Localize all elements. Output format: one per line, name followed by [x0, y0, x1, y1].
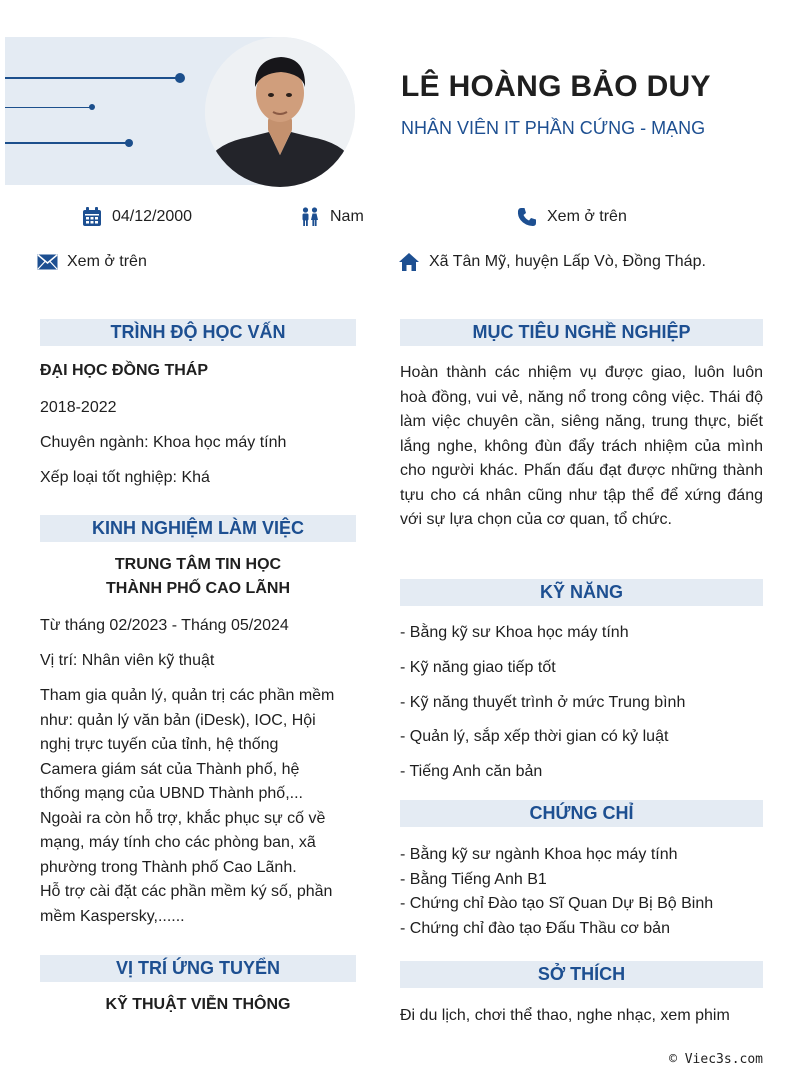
calendar-icon [81, 206, 103, 228]
education-heading: TRÌNH ĐỘ HỌC VẤN [40, 319, 356, 346]
experience-position: Vị trí: Nhân viên kỹ thuật [40, 652, 215, 669]
objective-text: Hoàn thành các nhiệm vụ được giao, luôn luôn hoà đồng, vui vẻ, năng nổ trong công việc. Thái độ làm việc chuyên cần, siêng năng, trung thực, biết lắng nghe, không đùn đẩy trách nhiệm của mình cho người khác. Phấn đấu đạt được những thành tựu cho cá nhân cũng như tập thể để xứng đáng với sự lựa chọn của cơ quan, tổ chức. [400, 364, 763, 528]
position-heading: VỊ TRÍ ỨNG TUYỂN [40, 955, 356, 982]
hobbies-heading: SỞ THÍCH [400, 961, 763, 988]
experience-line: phường trong Thành phố Cao Lãnh. [40, 858, 297, 876]
copyright: © Viec3s.com [669, 1052, 763, 1067]
info-address [398, 251, 706, 273]
experience-line: Hỗ trợ cài đặt các phần mềm ký số, phần [40, 883, 333, 900]
experience-line: thống mạng của UBND Thành phố,... [40, 785, 303, 802]
certificate-item: - Bằng kỹ sư ngành Khoa học máy tính [400, 846, 678, 863]
decor-dot-3 [125, 139, 133, 147]
decor-line-3 [5, 142, 129, 144]
certificate-item: - Bằng Tiếng Anh B1 [400, 870, 547, 888]
hobbies-text: Đi du lịch, chơi thể thao, nghe nhạc, xem phim [400, 1007, 730, 1024]
education-school: ĐẠI HỌC ĐỒNG THÁP [40, 362, 208, 379]
skill-item: - Tiếng Anh căn bản [400, 763, 543, 780]
experience-description [40, 684, 360, 929]
experience-line: Camera giám sát của Thành phố, hệ [40, 760, 300, 778]
phone-value: Xem ở trên [547, 208, 627, 225]
skill-item: - Kỹ năng giao tiếp tốt [400, 659, 556, 676]
position-value: KỸ THUẬT VIỄN THÔNG [105, 996, 291, 1013]
experience-line: mạng, máy tính cho các phòng ban, xã [40, 834, 316, 851]
candidate-title: NHÂN VIÊN IT PHẦN CỨNG - MẠNG [401, 118, 706, 138]
phone-icon [516, 206, 538, 228]
gender-icon [299, 206, 321, 228]
certificate-item: - Chứng chỉ đào tạo Đấu Thầu cơ bản [400, 919, 670, 937]
skill-item: - Kỹ năng thuyết trình ở mức Trung bình [400, 694, 686, 711]
info-gender [299, 206, 364, 228]
experience-line: nghị trực tuyến của tỉnh, hệ thống [40, 736, 279, 753]
experience-company-line2: THÀNH PHỐ CAO LÃNH [106, 580, 290, 597]
info-email [36, 251, 147, 273]
experience-line: Ngoài ra còn hỗ trợ, khắc phục sự cố về [40, 809, 326, 827]
experience-company-line1: TRUNG TÂM TIN HỌC [114, 556, 282, 573]
skill-item: - Quản lý, sắp xếp thời gian có kỷ luật [400, 728, 669, 745]
experience-line: mềm Kaspersky,...... [40, 907, 185, 925]
gender-value: Nam [330, 208, 364, 225]
experience-line: như: quản lý văn bản (iDesk), IOC, Hội [40, 711, 316, 729]
birthday-value: 04/12/2000 [112, 208, 193, 225]
candidate-name: LÊ HOÀNG BẢO DUY [401, 70, 711, 103]
avatar [205, 37, 355, 187]
info-phone [516, 206, 627, 228]
experience-period: Từ tháng 02/2023 - Tháng 05/2024 [40, 617, 289, 634]
envelope-icon [36, 251, 58, 273]
email-value: Xem ở trên [67, 253, 147, 270]
decor-line-2 [5, 107, 92, 108]
experience-line: Tham gia quản lý, quản trị các phần mềm [40, 687, 335, 704]
decor-line-1 [5, 77, 180, 79]
certificate-item: - Chứng chỉ Đào tạo Sĩ Quan Dự Bị Bộ Binh [400, 895, 714, 912]
profile-photo [205, 37, 355, 187]
home-icon [398, 251, 420, 273]
experience-heading: KINH NGHIỆM LÀM VIỆC [40, 515, 356, 542]
education-grade: Xếp loại tốt nghiệp: Khá [40, 469, 210, 486]
decor-dot-1 [175, 73, 185, 83]
address-value: Xã Tân Mỹ, huyện Lấp Vò, Đồng Tháp. [429, 253, 706, 270]
skill-item: - Bằng kỹ sư Khoa học máy tính [400, 624, 629, 641]
objective-heading: MỤC TIÊU NGHỀ NGHIỆP [400, 319, 763, 346]
info-birthday [81, 206, 192, 228]
decor-dot-2 [89, 104, 95, 110]
education-major: Chuyên ngành: Khoa học máy tính [40, 434, 287, 451]
certificates-heading: CHỨNG CHỈ [400, 800, 763, 827]
education-years: 2018-2022 [40, 399, 117, 416]
certificates-list [400, 843, 763, 941]
skills-heading: KỸ NĂNG [400, 579, 763, 606]
